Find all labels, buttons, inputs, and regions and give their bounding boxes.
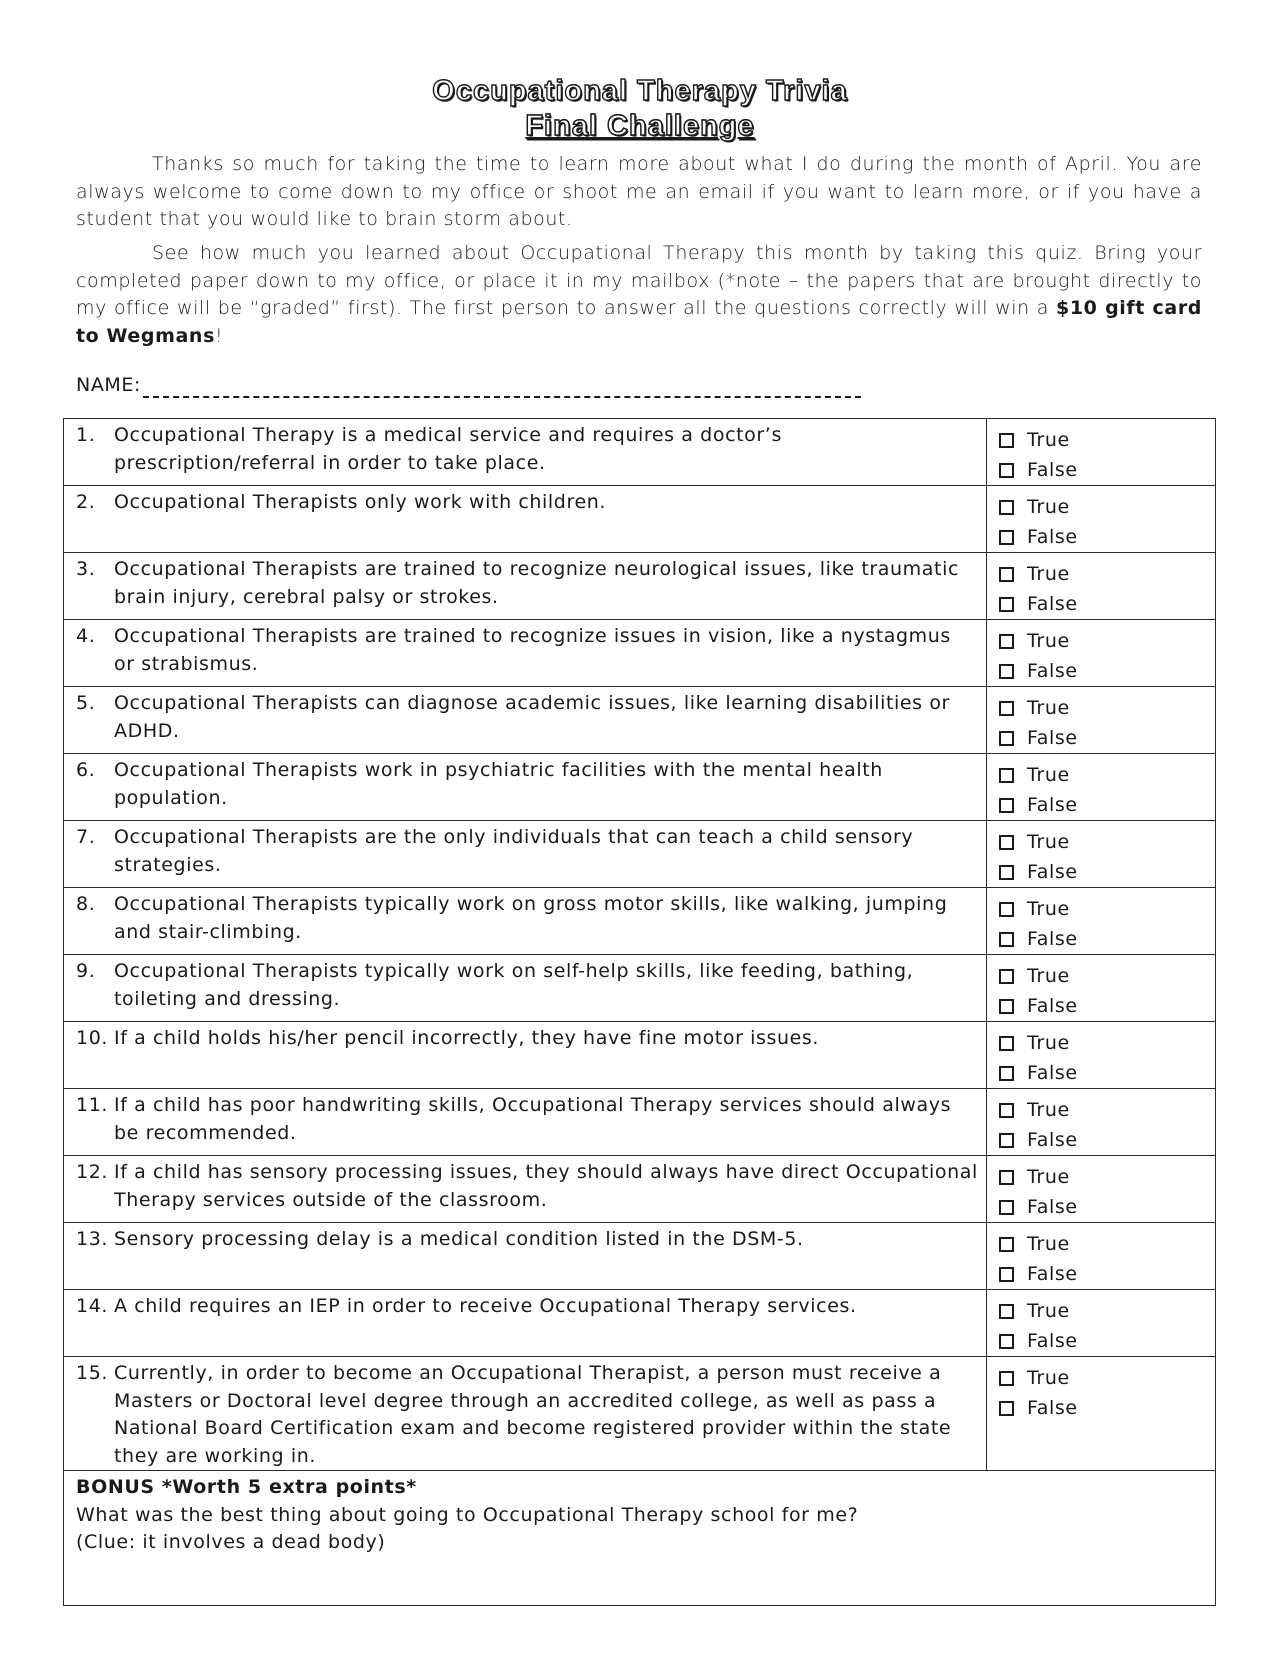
question-text: Occupational Therapists typically work on gross motor skills, like walking, jumping and stair-climbing. bbox=[114, 893, 948, 943]
question-cell bbox=[64, 955, 987, 1022]
answer-cell bbox=[987, 1290, 1216, 1357]
question-row bbox=[64, 419, 1216, 486]
true-option[interactable] bbox=[987, 693, 1215, 723]
false-option[interactable] bbox=[987, 790, 1215, 820]
question-text: Occupational Therapists typically work on self-help skills, like feeding, bathing, toileting and dressing. bbox=[114, 960, 914, 1010]
question-number: 2. bbox=[76, 491, 96, 513]
question-row bbox=[64, 955, 1216, 1022]
answer-cell bbox=[987, 754, 1216, 821]
question-number: 12. bbox=[76, 1161, 109, 1183]
bonus-cell[interactable] bbox=[64, 1471, 1216, 1606]
question-text: Occupational Therapists only work with children. bbox=[114, 491, 607, 513]
false-label: False bbox=[1027, 995, 1078, 1017]
true-label: True bbox=[1027, 898, 1070, 920]
question-number: 14. bbox=[76, 1295, 109, 1317]
false-checkbox[interactable] bbox=[999, 463, 1014, 478]
answer-cell bbox=[987, 687, 1216, 754]
question-text: A child requires an IEP in order to receive Occupational Therapy services. bbox=[114, 1295, 857, 1317]
question-row bbox=[64, 1089, 1216, 1156]
true-checkbox[interactable] bbox=[999, 634, 1014, 649]
false-checkbox[interactable] bbox=[999, 1200, 1014, 1215]
question-number: 9. bbox=[76, 960, 96, 982]
question-cell bbox=[64, 888, 987, 955]
true-option[interactable] bbox=[987, 1095, 1215, 1125]
true-option[interactable] bbox=[987, 1028, 1215, 1058]
question-text: Occupational Therapists are the only individuals that can teach a child sensory strategies. bbox=[114, 826, 914, 876]
true-checkbox[interactable] bbox=[999, 835, 1014, 850]
false-label: False bbox=[1027, 794, 1078, 816]
true-label: True bbox=[1027, 1099, 1070, 1121]
question-text: If a child holds his/her pencil incorrectly, they have fine motor issues. bbox=[114, 1027, 820, 1049]
question-number: 13. bbox=[76, 1228, 109, 1250]
question-row bbox=[64, 620, 1216, 687]
question bbox=[64, 486, 986, 517]
false-checkbox[interactable] bbox=[999, 1401, 1014, 1416]
question-cell bbox=[64, 486, 987, 553]
question-row bbox=[64, 754, 1216, 821]
false-checkbox[interactable] bbox=[999, 932, 1014, 947]
false-option[interactable] bbox=[987, 455, 1215, 485]
false-option[interactable] bbox=[987, 723, 1215, 753]
answer-cell bbox=[987, 1223, 1216, 1290]
false-label: False bbox=[1027, 526, 1078, 548]
true-option[interactable] bbox=[987, 1229, 1215, 1259]
false-option[interactable] bbox=[987, 1192, 1215, 1222]
question-cell bbox=[64, 1022, 987, 1089]
true-checkbox[interactable] bbox=[999, 1237, 1014, 1252]
question-text: Occupational Therapists can diagnose academic issues, like learning disabilities or ADHD. bbox=[114, 692, 950, 742]
false-checkbox[interactable] bbox=[999, 597, 1014, 612]
question-number: 11. bbox=[76, 1094, 109, 1116]
true-checkbox[interactable] bbox=[999, 1304, 1014, 1319]
true-label: True bbox=[1027, 1233, 1070, 1255]
question-row bbox=[64, 821, 1216, 888]
answer-cell bbox=[987, 821, 1216, 888]
false-option[interactable] bbox=[987, 857, 1215, 887]
true-option[interactable] bbox=[987, 626, 1215, 656]
question bbox=[64, 888, 986, 946]
question-cell bbox=[64, 821, 987, 888]
false-label: False bbox=[1027, 459, 1078, 481]
intro-paragraph-1 bbox=[76, 151, 1202, 234]
true-label: True bbox=[1027, 831, 1070, 853]
question-text: Sensory processing delay is a medical condition listed in the DSM-5. bbox=[114, 1228, 804, 1250]
prize-text: $10 gift card to Wegmans bbox=[76, 297, 1202, 347]
false-option[interactable] bbox=[987, 1393, 1215, 1423]
bonus-question: What was the best thing about going to Occupational Therapy school for me? bbox=[76, 1503, 859, 1526]
question-number: 1. bbox=[76, 424, 96, 446]
title-line-2: Final Challenge bbox=[525, 110, 755, 142]
true-checkbox[interactable] bbox=[999, 1371, 1014, 1386]
false-option[interactable] bbox=[987, 656, 1215, 686]
question-row bbox=[64, 687, 1216, 754]
false-option[interactable] bbox=[987, 991, 1215, 1021]
question-cell bbox=[64, 1290, 987, 1357]
true-option[interactable] bbox=[987, 961, 1215, 991]
question bbox=[64, 687, 986, 745]
true-checkbox[interactable] bbox=[999, 1170, 1014, 1185]
question bbox=[64, 955, 986, 1013]
true-option[interactable] bbox=[987, 1296, 1215, 1326]
true-checkbox[interactable] bbox=[999, 433, 1014, 448]
question bbox=[64, 1223, 986, 1254]
intro-paragraph-2 bbox=[76, 240, 1202, 350]
answer-cell bbox=[987, 1357, 1216, 1471]
question-number: 6. bbox=[76, 759, 96, 781]
question bbox=[64, 1156, 986, 1214]
true-label: True bbox=[1027, 697, 1070, 719]
true-label: True bbox=[1027, 764, 1070, 786]
name-field[interactable] bbox=[143, 396, 861, 398]
false-option[interactable] bbox=[987, 1326, 1215, 1356]
false-option[interactable] bbox=[987, 522, 1215, 552]
bonus-clue: (Clue: it involves a dead body) bbox=[76, 1531, 386, 1553]
true-option[interactable] bbox=[987, 559, 1215, 589]
answer-cell bbox=[987, 1089, 1216, 1156]
true-checkbox[interactable] bbox=[999, 902, 1014, 917]
false-checkbox[interactable] bbox=[999, 798, 1014, 813]
false-label: False bbox=[1027, 593, 1078, 615]
question-row bbox=[64, 1290, 1216, 1357]
false-label: False bbox=[1027, 1263, 1078, 1285]
question-cell bbox=[64, 419, 987, 486]
true-option[interactable] bbox=[987, 1162, 1215, 1192]
question bbox=[64, 754, 986, 812]
question-number: 10. bbox=[76, 1027, 109, 1049]
true-checkbox[interactable] bbox=[999, 1103, 1014, 1118]
true-label: True bbox=[1027, 630, 1070, 652]
answer-cell bbox=[987, 1022, 1216, 1089]
answer-cell bbox=[987, 486, 1216, 553]
answer-cell bbox=[987, 419, 1216, 486]
question-text: If a child has poor handwriting skills, Occupational Therapy services should always be recommended. bbox=[114, 1094, 952, 1144]
false-checkbox[interactable] bbox=[999, 1066, 1014, 1081]
true-checkbox[interactable] bbox=[999, 969, 1014, 984]
false-label: False bbox=[1027, 1196, 1078, 1218]
question bbox=[64, 553, 986, 611]
question bbox=[64, 1089, 986, 1147]
false-label: False bbox=[1027, 928, 1078, 950]
true-option[interactable] bbox=[987, 827, 1215, 857]
false-checkbox[interactable] bbox=[999, 1334, 1014, 1349]
question-cell bbox=[64, 620, 987, 687]
false-checkbox[interactable] bbox=[999, 999, 1014, 1014]
false-option[interactable] bbox=[987, 924, 1215, 954]
question-cell bbox=[64, 553, 987, 620]
false-checkbox[interactable] bbox=[999, 865, 1014, 880]
question-cell bbox=[64, 1357, 987, 1471]
question bbox=[64, 620, 986, 678]
intro-paragraph-1-text: Thanks so much for taking the time to learn more about what I do during the month of April. You are always welcome to come down to my office or shoot me an email if you want to learn more, or if you have a student that you would like to brain storm about. bbox=[76, 153, 1202, 230]
question-number: 15. bbox=[76, 1362, 109, 1384]
true-label: True bbox=[1027, 429, 1070, 451]
question-number: 5. bbox=[76, 692, 96, 714]
true-checkbox[interactable] bbox=[999, 768, 1014, 783]
question-row bbox=[64, 1156, 1216, 1223]
true-option[interactable] bbox=[987, 760, 1215, 790]
false-label: False bbox=[1027, 861, 1078, 883]
bonus-section bbox=[64, 1471, 1215, 1557]
true-option[interactable] bbox=[987, 1363, 1215, 1393]
false-checkbox[interactable] bbox=[999, 1267, 1014, 1282]
true-option[interactable] bbox=[987, 894, 1215, 924]
question-text: If a child has sensory processing issues, they should always have direct Occupational Therapy services outside of the classroom. bbox=[114, 1161, 978, 1211]
false-label: False bbox=[1027, 1129, 1078, 1151]
question-number: 7. bbox=[76, 826, 96, 848]
question-text: Occupational Therapists work in psychiatric facilities with the mental health population. bbox=[114, 759, 883, 809]
question-row bbox=[64, 486, 1216, 553]
answer-cell bbox=[987, 888, 1216, 955]
question-number: 8. bbox=[76, 893, 96, 915]
answer-cell bbox=[987, 1156, 1216, 1223]
question-cell bbox=[64, 1223, 987, 1290]
false-label: False bbox=[1027, 1397, 1078, 1419]
false-checkbox[interactable] bbox=[999, 731, 1014, 746]
question-cell bbox=[64, 1089, 987, 1156]
false-option[interactable] bbox=[987, 1058, 1215, 1088]
question-text: Occupational Therapists are trained to recognize neurological issues, like traumatic brain injury, cerebral palsy or strokes. bbox=[114, 558, 960, 608]
intro-paragraph-2-text: See how much you learned about Occupational Therapy this month by taking this quiz. Bring your completed paper down to my office, or place it in my mailbox (*note – the papers that are brought directly to my office will be “graded” first). The first person to answer all the questions correctly will win a bbox=[76, 242, 1202, 319]
true-checkbox[interactable] bbox=[999, 701, 1014, 716]
true-checkbox[interactable] bbox=[999, 1036, 1014, 1051]
false-option[interactable] bbox=[987, 1259, 1215, 1289]
true-label: True bbox=[1027, 965, 1070, 987]
question-row bbox=[64, 1022, 1216, 1089]
question-row bbox=[64, 553, 1216, 620]
question bbox=[64, 1022, 986, 1053]
false-label: False bbox=[1027, 1330, 1078, 1352]
true-checkbox[interactable] bbox=[999, 500, 1014, 515]
true-checkbox[interactable] bbox=[999, 567, 1014, 582]
true-label: True bbox=[1027, 1166, 1070, 1188]
question-row bbox=[64, 1223, 1216, 1290]
question bbox=[64, 821, 986, 879]
answer-cell bbox=[987, 553, 1216, 620]
question-number: 4. bbox=[76, 625, 96, 647]
intro-paragraph-2-end: ! bbox=[214, 324, 224, 347]
false-checkbox[interactable] bbox=[999, 530, 1014, 545]
true-label: True bbox=[1027, 563, 1070, 585]
question-cell bbox=[64, 1156, 987, 1223]
title-line-1: Occupational Therapy Trivia bbox=[432, 75, 848, 107]
true-label: True bbox=[1027, 496, 1070, 518]
question bbox=[64, 1357, 986, 1470]
answer-cell bbox=[987, 620, 1216, 687]
question bbox=[64, 419, 986, 477]
question-text: Occupational Therapists are trained to recognize issues in vision, like a nystagmus or strabismus. bbox=[114, 625, 951, 675]
true-option[interactable] bbox=[987, 492, 1215, 522]
question-cell bbox=[64, 687, 987, 754]
false-checkbox[interactable] bbox=[999, 1133, 1014, 1148]
false-checkbox[interactable] bbox=[999, 664, 1014, 679]
false-option[interactable] bbox=[987, 589, 1215, 619]
question-row bbox=[64, 1357, 1216, 1471]
false-label: False bbox=[1027, 660, 1078, 682]
true-label: True bbox=[1027, 1367, 1070, 1389]
question-cell bbox=[64, 754, 987, 821]
false-label: False bbox=[1027, 727, 1078, 749]
question-text: Occupational Therapy is a medical service and requires a doctor’s prescription/referral in order to take place. bbox=[114, 424, 782, 474]
bonus-title: BONUS *Worth 5 extra points* bbox=[76, 1476, 417, 1498]
quiz-table bbox=[63, 418, 1216, 1606]
question-text: Currently, in order to become an Occupational Therapist, a person must receive a Masters or Doctoral level degree through an accredited college, as well as pass a National Board Certification exam and become registered provider within the state they are working in. bbox=[114, 1362, 952, 1467]
question-row bbox=[64, 888, 1216, 955]
bonus-row bbox=[64, 1471, 1216, 1606]
name-label: NAME: bbox=[76, 374, 142, 396]
false-option[interactable] bbox=[987, 1125, 1215, 1155]
question-number: 3. bbox=[76, 558, 96, 580]
false-label: False bbox=[1027, 1062, 1078, 1084]
true-label: True bbox=[1027, 1032, 1070, 1054]
answer-cell bbox=[987, 955, 1216, 1022]
true-label: True bbox=[1027, 1300, 1070, 1322]
question bbox=[64, 1290, 986, 1321]
true-option[interactable] bbox=[987, 425, 1215, 455]
